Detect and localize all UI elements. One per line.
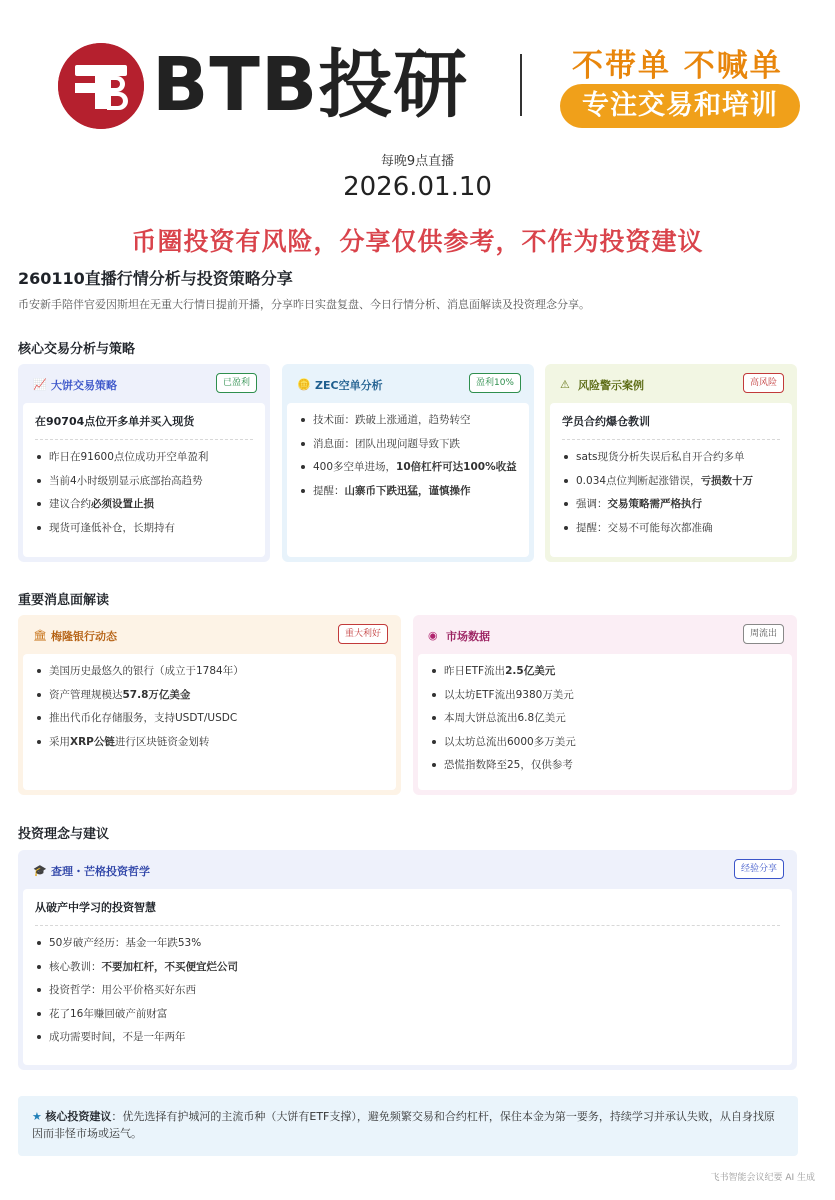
footer-credit: 飞书智能会议纪要 AI 生成 <box>710 1173 815 1183</box>
coins-icon: 🪙 <box>297 378 311 391</box>
section-title-news: 重要消息面解读 <box>18 593 110 608</box>
card-header <box>418 620 792 650</box>
list-item: 技术面：跌破上涨通道，趋势转空 <box>299 413 517 427</box>
list-item: 提醒：交易不可能每次都准确 <box>562 521 780 535</box>
card-header <box>23 620 396 650</box>
list-item: 恐慌指数降至25，仅供参考 <box>430 758 780 772</box>
card-list <box>35 450 253 535</box>
brand-name: BTB投研 <box>152 42 469 128</box>
list-item: 昨日ETF流出2.5亿美元 <box>430 664 780 678</box>
status-badge: 经验分享 <box>734 859 784 879</box>
card-header <box>287 369 529 399</box>
card-title: 大饼交易策略 <box>51 379 117 392</box>
status-badge: 盈利10% <box>469 373 521 393</box>
brand-pill: 专注交易和培训 <box>560 84 800 128</box>
card-body <box>23 403 265 557</box>
list-item: 昨日在91600点位成功开空单盈利 <box>35 450 253 464</box>
bank-icon: 🏛 <box>33 629 47 642</box>
list-item: 400多空单进场，10倍杠杆可达100%收益 <box>299 460 517 474</box>
list-item: sats现货分析失误后私自开合约多单 <box>562 450 780 464</box>
card-bny-mellon <box>18 615 401 795</box>
list-item: 强调：交易策略需严格执行 <box>562 497 780 511</box>
header <box>0 40 835 140</box>
list-item: 成功需要时间，不是一年两年 <box>35 1030 780 1044</box>
list-item: 以太坊总流出6000多万美元 <box>430 735 780 749</box>
list-item: 以太坊ETF流出9380万美元 <box>430 688 780 702</box>
card-body <box>550 403 792 557</box>
card-body <box>418 654 792 790</box>
list-item: 推出代币化存储服务，支持USDT/USDC <box>35 711 384 725</box>
document-description: 币安新手陪伴官爱因斯坦在无重大行情日提前开播，分享昨日实盘复盘、今日行情分析、消息面解读及投资理念分享。 <box>18 298 590 311</box>
risk-warning: 币圈投资有风险，分享仅供参考，不作为投资建议 <box>131 227 704 256</box>
section-title-philosophy: 投资理念与建议 <box>18 827 110 842</box>
list-item: 当前4小时级别显示底部抬高趋势 <box>35 474 253 488</box>
card-list <box>562 450 780 535</box>
list-item: 0.034点位判断起涨错误，亏损数十万 <box>562 474 780 488</box>
status-badge: 已盈利 <box>216 373 257 393</box>
brand-slogan: 不带单 不喊单 <box>572 48 783 84</box>
card-body <box>23 889 792 1065</box>
card-munger <box>18 850 797 1070</box>
live-schedule: 每晚9点直播 <box>380 154 455 169</box>
card-header <box>23 855 792 885</box>
star-icon: ★ <box>32 1110 42 1123</box>
card-list <box>35 936 780 1044</box>
core-advice-label: 核心投资建议 <box>45 1110 112 1123</box>
list-item: 投资哲学：用公平价格买好东西 <box>35 983 780 997</box>
list-item: 资产管理规模达57.8万亿美金 <box>35 688 384 702</box>
status-badge: 周流出 <box>743 624 784 644</box>
chart-line-icon: 📈 <box>33 378 47 391</box>
card-title: ZEC空单分析 <box>315 379 383 392</box>
card-title: 查理・芒格投资哲学 <box>51 865 150 878</box>
report-date: 2026.01.10 <box>343 172 492 202</box>
section-title-trading: 核心交易分析与策略 <box>18 342 136 357</box>
list-item: 50岁破产经历：基金一年跌53% <box>35 936 780 950</box>
card-body <box>287 403 529 557</box>
card-title: 市场数据 <box>446 630 490 643</box>
card-list <box>299 413 517 498</box>
list-item: 现货可逢低补仓，长期持有 <box>35 521 253 535</box>
card-btc-strategy <box>18 364 270 562</box>
list-item: 美国历史最悠久的银行（成立于1784年） <box>35 664 384 678</box>
status-badge: 高风险 <box>743 373 784 393</box>
card-header <box>23 369 265 399</box>
target-icon: ◉ <box>428 629 438 642</box>
core-advice <box>18 1096 798 1156</box>
list-item: 建议合约必须设置止损 <box>35 497 253 511</box>
card-zec-analysis <box>282 364 534 562</box>
card-title: 梅隆银行动态 <box>51 630 117 643</box>
list-item: 提醒：山寨币下跌迅猛，谨慎操作 <box>299 484 517 498</box>
document-title: 260110直播行情分析与投资策略分享 <box>18 269 293 288</box>
header-divider <box>520 54 522 116</box>
card-subheading: 在90704点位开多单并买入现货 <box>35 413 253 440</box>
card-risk-warning <box>545 364 797 562</box>
card-market-data <box>413 615 797 795</box>
card-list <box>430 664 780 772</box>
card-subheading: 学员合约爆仓教训 <box>562 413 780 440</box>
warning-icon: ⚠ <box>560 378 570 391</box>
list-item: 采用XRP公链进行区块链资金划转 <box>35 735 384 749</box>
card-body <box>23 654 396 790</box>
card-header <box>550 369 792 399</box>
list-item: 本周大饼总流出6.8亿美元 <box>430 711 780 725</box>
list-item: 消息面：团队出现问题导致下跌 <box>299 437 517 451</box>
card-subheading: 从破产中学习的投资智慧 <box>35 899 780 926</box>
list-item: 核心教训：不要加杠杆，不买便宜烂公司 <box>35 960 780 974</box>
status-badge: 重大利好 <box>338 624 388 644</box>
graduation-cap-icon: 🎓 <box>33 864 47 877</box>
core-advice-text: ：优先选择有护城河的主流币种（大饼有ETF支撑），避免频繁交易和合约杠杆，保住本金为第一要务，持续学习并承认失败，从自身找原因而非怪市场或运气。 <box>32 1110 775 1140</box>
card-list <box>35 664 384 749</box>
list-item: 花了16年赚回破产前财富 <box>35 1007 780 1021</box>
btb-logo-icon <box>58 43 144 129</box>
card-title: 风险警示案例 <box>578 379 644 392</box>
